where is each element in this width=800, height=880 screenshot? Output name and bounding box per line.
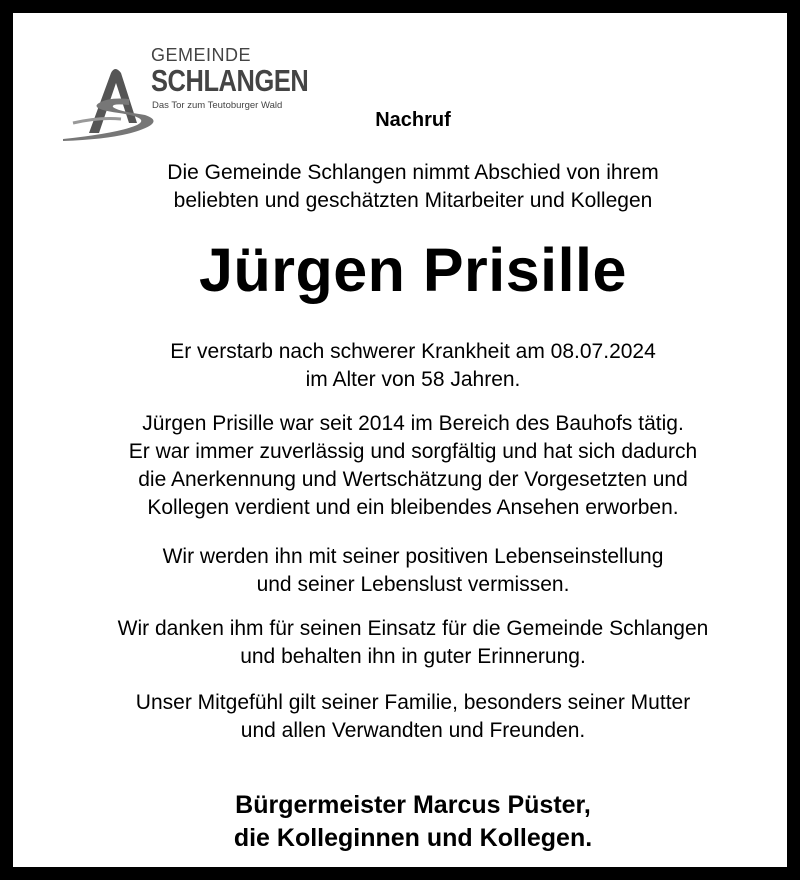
thanks-line: Wir danken ihm für seinen Einsatz für die Gemeinde Schlangen	[117, 617, 709, 640]
thanks-text	[13, 615, 800, 671]
career-text	[13, 410, 800, 522]
intro-text	[13, 159, 800, 215]
career-line: Er war immer zuverlässig und sorgfältig und hat sich dadurch	[128, 440, 698, 463]
career-line: Jürgen Prisille war seit 2014 im Bereich des Bauhofs tätig.	[142, 412, 684, 435]
miss-line: und seiner Lebenslust vermissen.	[256, 573, 570, 596]
signature-line: die Kolleginnen und Kollegen.	[233, 824, 593, 852]
logo-line-gemeinde: GEMEINDE	[151, 45, 252, 65]
death-text	[13, 338, 800, 394]
logo-line-schlangen: SCHLANGEN	[151, 63, 309, 98]
thanks-line: und behalten ihn in guter Erinnerung.	[240, 645, 586, 668]
career-line: die Anerkennung und Wertschätzung der Vorgesetzten und	[138, 468, 688, 491]
career-line: Kollegen verdient und ein bleibendes Ansehen erworben.	[147, 496, 679, 519]
death-line: Er verstarb nach schwerer Krankheit am 08.07.2024	[170, 340, 656, 363]
sympathy-line: und allen Verwandten und Freunden.	[240, 719, 586, 742]
signature-line: Bürgermeister Marcus Püster,	[235, 791, 591, 819]
sympathy-text	[13, 689, 800, 745]
heading-nachruf: Nachruf	[375, 109, 451, 131]
signature	[13, 789, 800, 855]
intro-line: beliebten und geschätzten Mitarbeiter und Kollegen	[173, 189, 653, 212]
miss-line: Wir werden ihn mit seiner positiven Lebenseinstellung	[162, 545, 664, 568]
sympathy-line: Unser Mitgefühl gilt seiner Familie, besonders seiner Mutter	[135, 691, 691, 714]
logo-tagline: Das Tor zum Teutoburger Wald	[152, 100, 283, 111]
deceased-name: Jürgen Prisille	[199, 236, 627, 304]
death-line: im Alter von 58 Jahren.	[305, 368, 521, 391]
miss-text	[13, 543, 800, 599]
intro-line: Die Gemeinde Schlangen nimmt Abschied von ihrem	[167, 161, 659, 184]
